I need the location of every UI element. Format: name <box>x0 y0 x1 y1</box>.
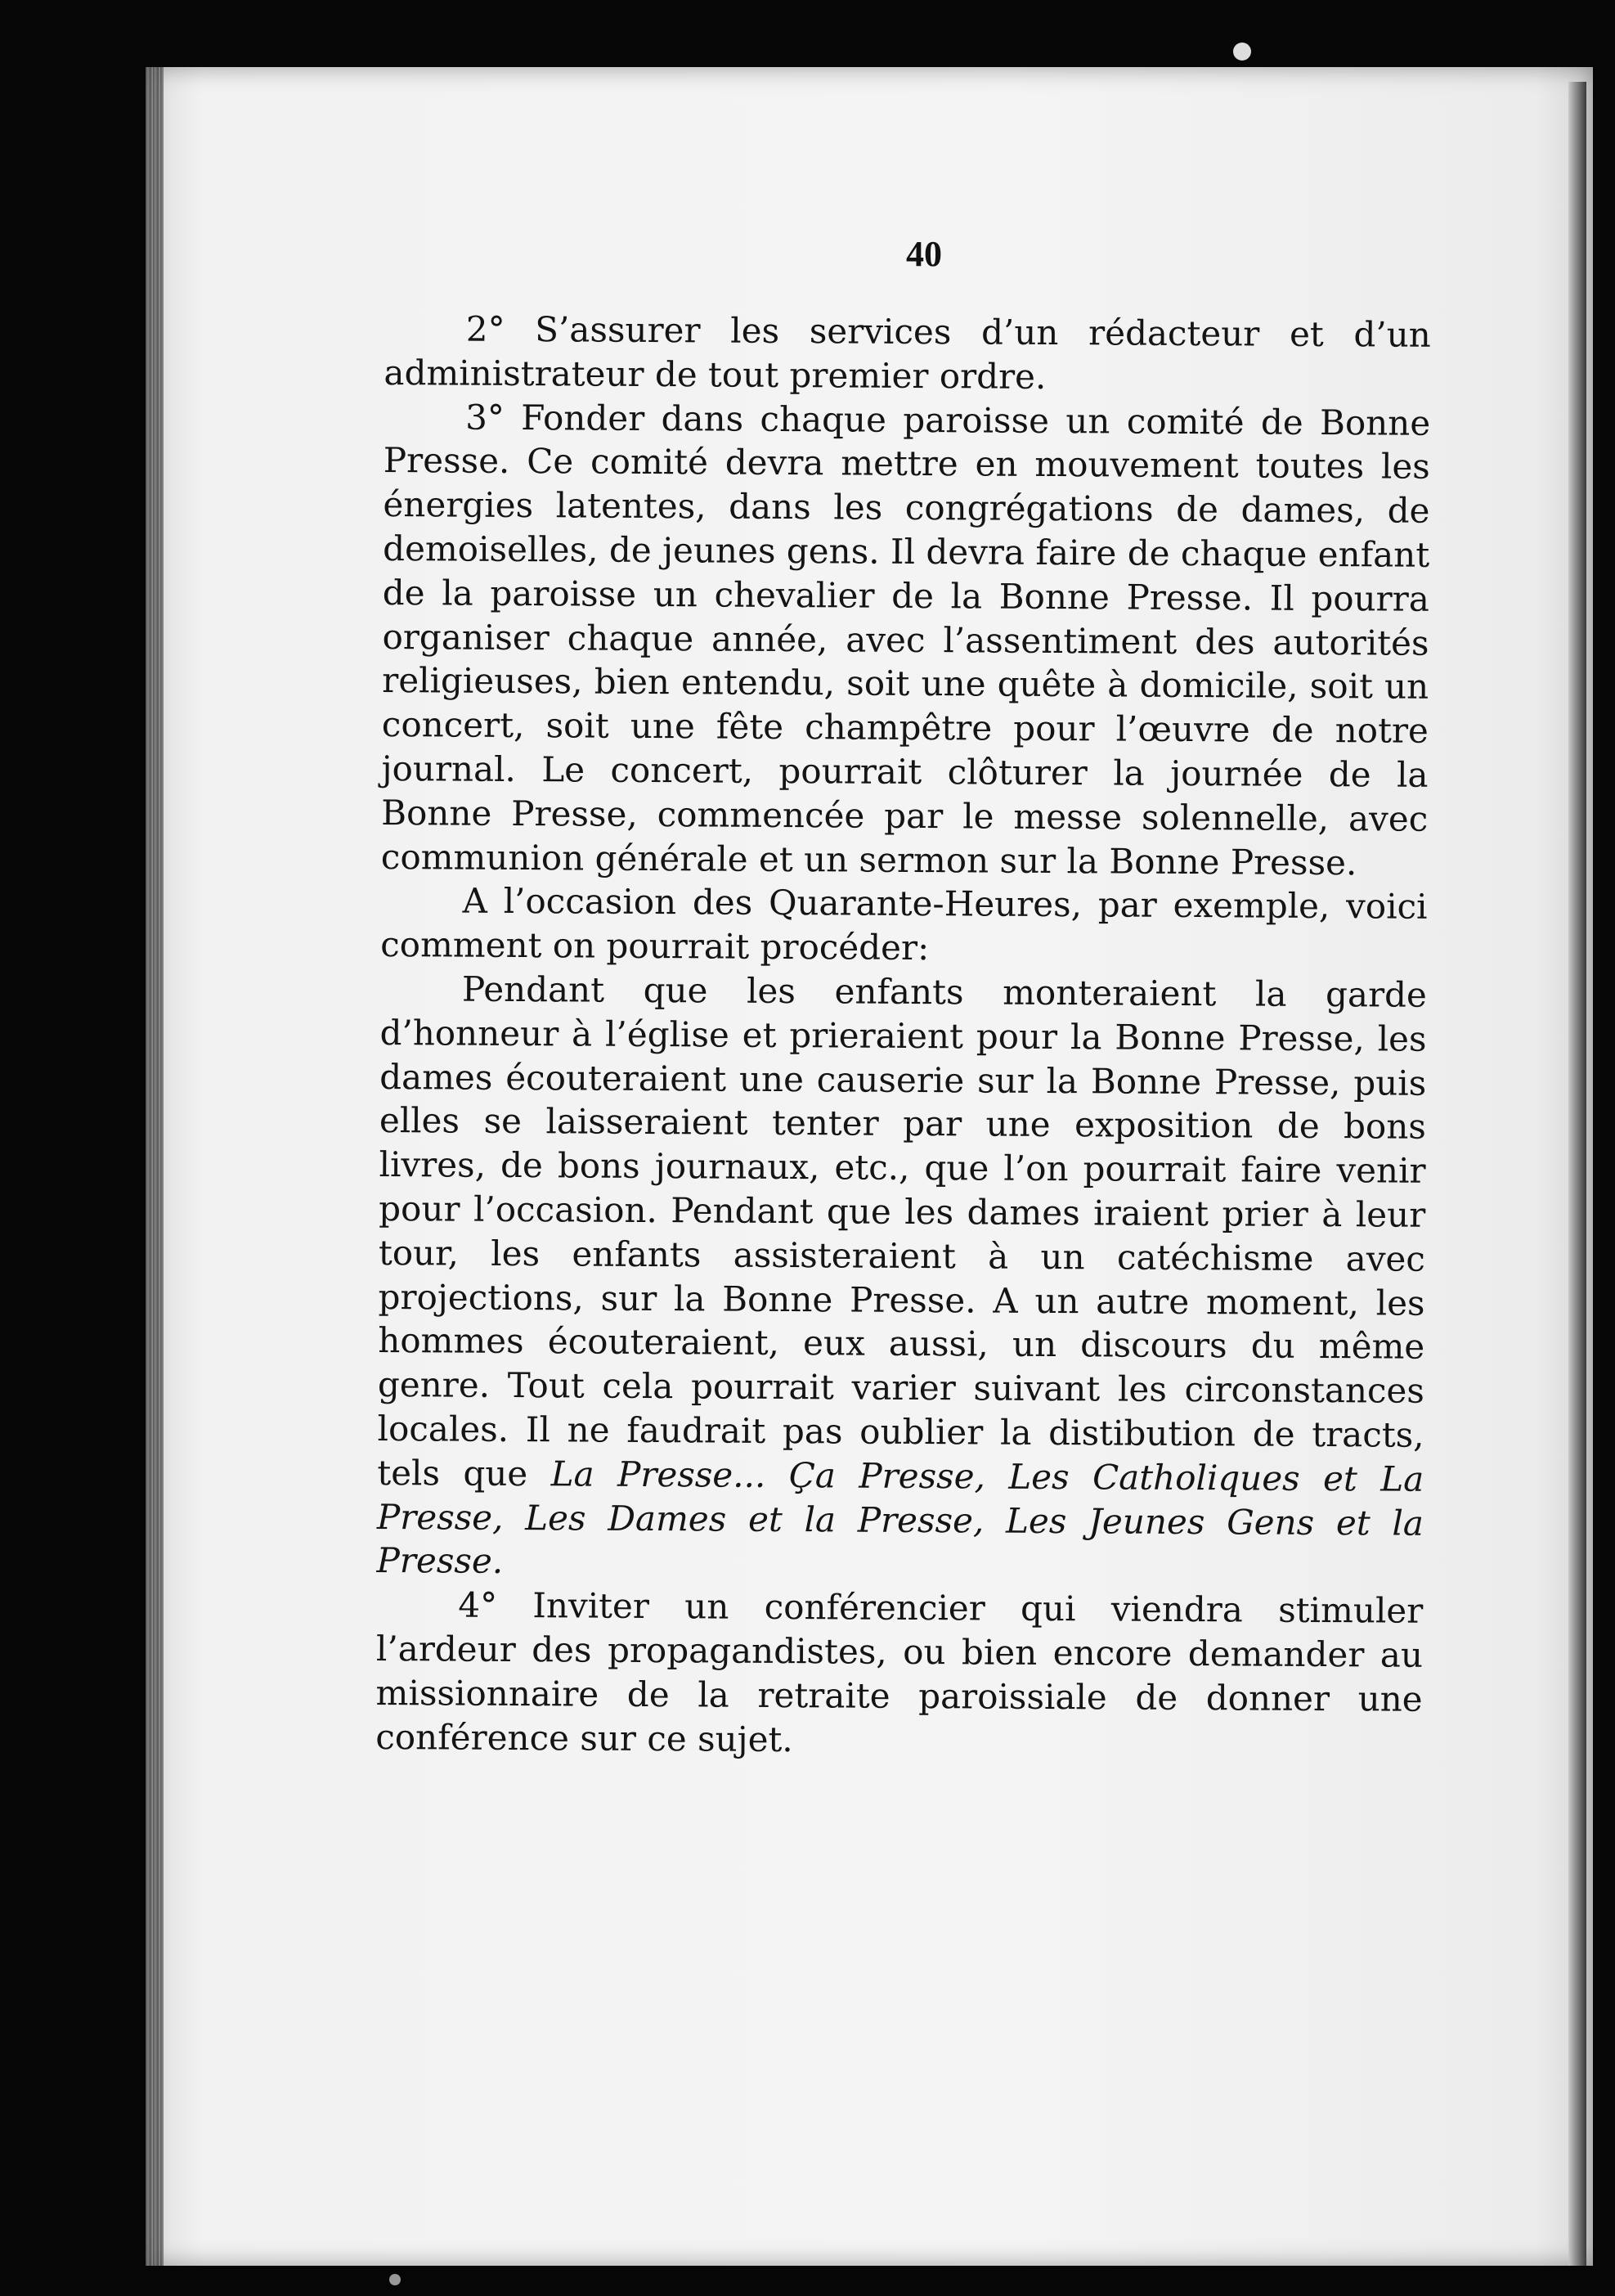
paragraph <box>376 967 1427 1589</box>
page-number: 40 <box>906 234 942 274</box>
paragraph <box>384 307 1431 401</box>
paragraph <box>381 395 1431 886</box>
scan-speck <box>389 2274 401 2285</box>
text-run: A l’occasion des Quarante-Heures, par exemple, voici comment on pourrait procéder: <box>380 880 1428 968</box>
page-binding-edge <box>146 67 164 2266</box>
body-text <box>375 307 1431 1765</box>
italic-text-run: La Presse... Ça Presse, Les Catholiques et La Presse, Les Dames et la Presse, Les Jeunes Gens et la Presse. <box>376 1453 1424 1582</box>
page-right-edge <box>1568 82 1586 2266</box>
text-run: 2° S’assurer les services d’un rédacteur et d’un administrateur de tout premier ordre. <box>384 308 1431 397</box>
text-run: 3° Fonder dans chaque paroisse un comité de Bonne Presse. Ce comité devra mettre en mouvement toutes les énergies latentes, dans les congrégations de dames, de demoiselles, de jeunes gens. Il devra faire de chaque enfant de la paroisse un chevalier de la Bonne Presse. Il pourra organiser chaque année, avec l’assentiment des autorités religieuses, bien entendu, soit une quête à domicile, soit un concert, soit une fête champêtre pour l’œuvre de notre journal. Le concert, pourrait clôturer la journée de la Bonne Presse, commencée par le messe solennelle, avec communion générale et un sermon sur la Bonne Presse. <box>380 397 1431 883</box>
text-run: 4° Inviter un conférencier qui viendra stimuler l’ardeur des propagandistes, ou bien encore demander au missionnaire de la retraite paroissiale de donner une conférence sur ce sujet. <box>375 1584 1424 1759</box>
paragraph <box>375 1583 1423 1765</box>
paragraph <box>380 878 1428 973</box>
text-run: Pendant que les enfants monteraient la garde d’honneur à l’église et prieraient pour la Bonne Presse, les dames écouteraient une causerie sur la Bonne Presse, puis elles se laisseraient tenter par une exposition de bons livres, de bons journaux, etc., que l’on pourrait faire venir pour l’occasion. Pendant que les dames iraient prier à leur tour, les enfants assisteraient à un catéchisme avec projections, sur la Bonne Presse. A un autre moment, les hommes écouteraient, eux aussi, un discours du même genre. Tout cela pourrait varier suivant les circonstances locales. Il ne faudrait pas oublier la distibution de tracts, tels que <box>377 968 1428 1494</box>
scan-speck <box>1233 43 1251 61</box>
